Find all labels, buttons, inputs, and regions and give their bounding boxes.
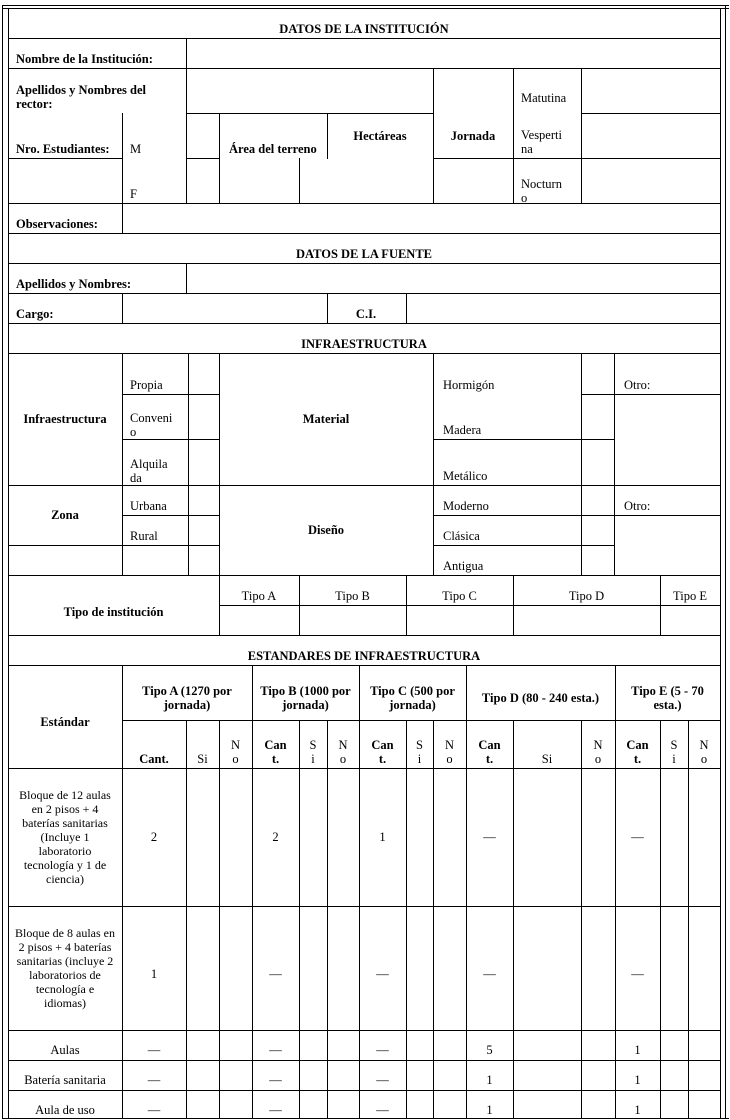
header-si-d: Si xyxy=(541,752,553,766)
grid-line-v xyxy=(720,8,721,1119)
label-urbana: Urbana xyxy=(130,499,167,513)
label-area-terreno: Área del terreno xyxy=(229,142,317,156)
row-3-cant-e: 1 xyxy=(634,1073,641,1087)
row-3-cant-d: 1 xyxy=(486,1073,493,1087)
row-0-cant-b: 2 xyxy=(272,830,279,844)
label-zona: Zona xyxy=(51,508,79,522)
grid-line-v xyxy=(581,68,582,204)
row-0-cant-a: 2 xyxy=(150,830,158,844)
row-label-bloque-12: Bloque de 12 aulas en 2 pisos + 4 baterías sanitarias (Incluye 1 laboratorio tecnología y 1 de ciencia) xyxy=(19,788,111,886)
header-si-e: S i xyxy=(670,738,678,766)
grid-line-h xyxy=(186,158,220,159)
label-propia: Propia xyxy=(130,378,163,392)
header-estandar: Estándar xyxy=(40,714,90,729)
header-no-e: N o xyxy=(699,738,709,766)
row-0-cant-c: 1 xyxy=(379,830,386,844)
grid-line-v xyxy=(725,5,726,1119)
grid-line-v xyxy=(219,720,220,1119)
header-tipo-a: Tipo A (1270 por jornada) xyxy=(142,683,232,712)
row-2-cant-c: — xyxy=(376,1043,389,1057)
label-ci: C.I. xyxy=(355,307,377,321)
header-no-c: N o xyxy=(444,738,455,766)
grid-line-h xyxy=(219,605,721,606)
row-label-aulas: Aulas xyxy=(50,1043,80,1057)
row-label-bateria-sanitaria: Batería sanitaria xyxy=(24,1073,106,1087)
row-2-cant-e: 1 xyxy=(634,1043,641,1057)
grid-line-v xyxy=(186,720,187,1119)
label-otro-diseno: Otro: xyxy=(624,499,651,513)
header-tipo-d: Tipo D (80 - 240 esta.) xyxy=(481,690,600,705)
row-0-cant-e: — xyxy=(631,830,644,844)
grid-line-v xyxy=(122,293,123,324)
grid-line-v xyxy=(433,720,434,1119)
header-si-b: S i xyxy=(309,738,317,766)
grid-line-v xyxy=(581,720,582,1119)
header-tipo-b: Tipo B (1000 por jornada) xyxy=(260,683,351,712)
row-1-cant-c: — xyxy=(376,967,389,981)
row-label-aula-de-uso: Aula de uso xyxy=(35,1103,95,1117)
label-matutina: Matutina xyxy=(521,91,567,105)
label-tipo-a: Tipo A xyxy=(241,589,277,603)
row-label-bloque-8: Bloque de 8 aulas en 2 pisos + 4 baterías sanitarias (incluye 2 laboratorios de tecnología e idiomas) xyxy=(15,926,115,1010)
row-2-cant-b: — xyxy=(269,1043,282,1057)
header-cant-c: Can t. xyxy=(371,738,394,766)
grid-line-v xyxy=(186,263,187,294)
label-hormigon: Hormigón xyxy=(443,378,495,392)
section-title-estandares: ESTANDARES DE INFRAESTRUCTURA xyxy=(247,649,481,663)
label-jornada: Jornada xyxy=(450,128,496,143)
row-0-cant-d: — xyxy=(483,830,496,844)
label-vespertina: Vesperti na xyxy=(521,128,562,156)
header-no-b: N o xyxy=(338,738,348,766)
grid-line-v xyxy=(660,720,661,1119)
label-nocturno: Nocturn o xyxy=(521,177,562,205)
header-tipo-c: Tipo C (500 por jornada) xyxy=(370,683,455,712)
label-tipo-institucion: Tipo de institución xyxy=(63,605,164,619)
label-hectareas: Hectáreas xyxy=(353,128,407,143)
header-tipo-e: Tipo E (5 - 70 esta.) xyxy=(631,683,704,712)
grid-line-v xyxy=(186,113,187,204)
label-rural: Rural xyxy=(130,529,158,543)
label-rector: Apellidos y Nombres del rector: xyxy=(16,83,146,111)
grid-line-v xyxy=(406,720,407,1119)
label-cargo: Cargo: xyxy=(16,307,54,321)
grid-line-v xyxy=(299,158,300,204)
label-m: M xyxy=(130,142,142,156)
header-cant-d: Can t. xyxy=(478,738,501,766)
label-antigua: Antigua xyxy=(443,559,484,573)
grid-line-v xyxy=(327,720,328,1119)
label-clasica: Clásica xyxy=(443,529,480,543)
row-4-cant-e: 1 xyxy=(634,1103,641,1117)
grid-line-v xyxy=(513,720,514,1119)
label-infraestructura: Infraestructura xyxy=(23,412,107,426)
header-si-a: Si xyxy=(197,752,208,766)
row-2-cant-d: 5 xyxy=(486,1043,493,1057)
header-cant-b: Can t. xyxy=(264,738,287,766)
label-alquilada: Alquila da xyxy=(130,457,168,485)
label-f: F xyxy=(130,187,137,201)
label-tipo-b: Tipo B xyxy=(335,589,370,603)
section-title-fuente: DATOS DE LA FUENTE xyxy=(295,247,433,261)
row-4-cant-a: — xyxy=(147,1103,161,1117)
grid-line-h xyxy=(581,394,721,395)
header-cant-e: Can t. xyxy=(626,738,649,766)
label-diseno: Diseño xyxy=(307,523,345,537)
grid-line-h xyxy=(8,158,123,159)
grid-line-h xyxy=(2,5,729,6)
label-tipo-e: Tipo E xyxy=(673,589,707,603)
header-cant-a: Cant. xyxy=(139,752,169,766)
row-1-cant-b: — xyxy=(269,967,282,981)
row-1-cant-d: — xyxy=(483,967,496,981)
label-madera: Madera xyxy=(443,423,482,437)
section-title-infraestructura: INFRAESTRUCTURA xyxy=(301,337,427,351)
row-3-cant-b: — xyxy=(269,1073,282,1087)
row-2-cant-a: — xyxy=(147,1043,161,1057)
grid-line-v xyxy=(688,720,689,1119)
label-tipo-c: Tipo C xyxy=(442,589,477,603)
label-fuente-nombres: Apellidos y Nombres: xyxy=(16,277,132,291)
grid-line-v xyxy=(299,720,300,1119)
label-metalico: Metálico xyxy=(443,469,488,483)
grid-line-h xyxy=(581,113,721,114)
section-title-institucion: DATOS DE LA INSTITUCIÓN xyxy=(279,22,449,36)
row-3-cant-a: — xyxy=(147,1073,161,1087)
row-4-cant-b: — xyxy=(269,1103,282,1117)
label-tipo-d: Tipo D xyxy=(568,589,605,603)
header-no-a: N o xyxy=(230,738,241,766)
label-convenio: Conveni o xyxy=(130,411,173,439)
header-no-d: N o xyxy=(593,738,603,766)
grid-line-v xyxy=(186,38,187,114)
row-1-cant-e: — xyxy=(631,967,644,981)
label-otro-material: Otro: xyxy=(624,378,651,392)
label-moderno: Moderno xyxy=(443,499,489,513)
grid-line-v xyxy=(406,293,407,324)
row-4-cant-c: — xyxy=(376,1103,389,1117)
label-observaciones: Observaciones: xyxy=(16,217,98,231)
row-1-cant-a: 1 xyxy=(150,967,158,981)
label-nombre-institucion: Nombre de la Institución: xyxy=(16,52,153,66)
label-nro-estudiantes: Nro. Estudiantes: xyxy=(16,142,110,156)
row-4-cant-d: 1 xyxy=(486,1103,493,1117)
grid-line-v xyxy=(188,353,189,576)
grid-line-v xyxy=(581,353,582,576)
row-3-cant-c: — xyxy=(376,1073,389,1087)
label-material: Material xyxy=(302,412,350,426)
header-si-c: S i xyxy=(416,738,423,766)
grid-line-v xyxy=(2,5,3,1119)
